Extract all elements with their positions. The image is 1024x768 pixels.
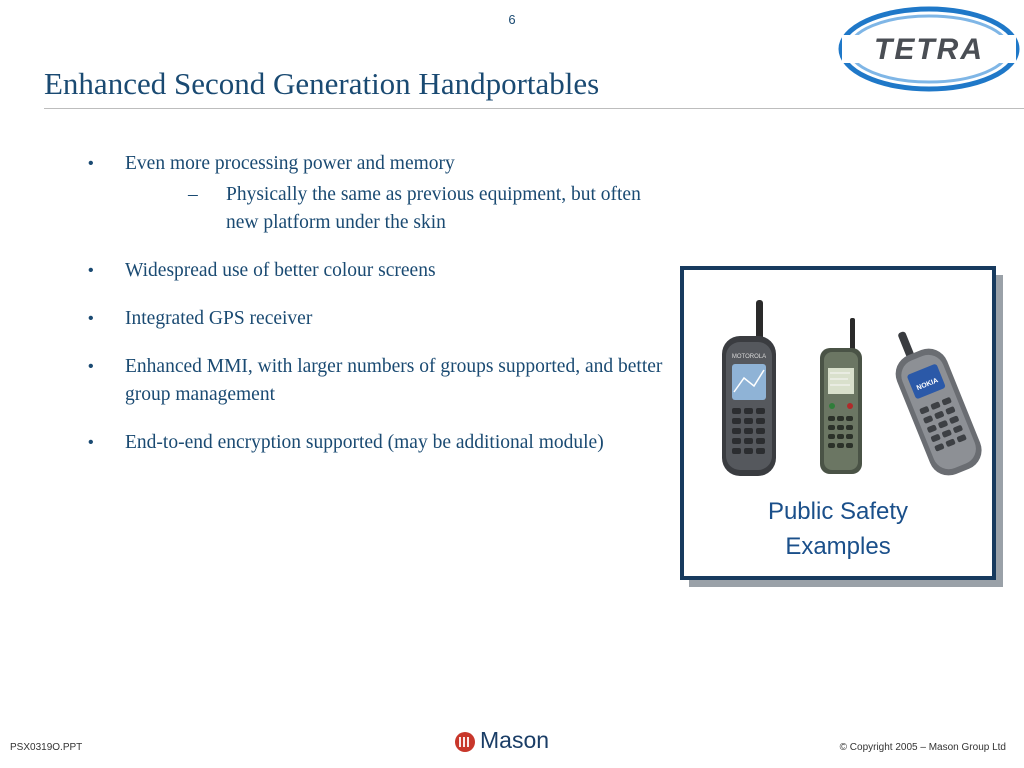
- bullet-item: [88, 429, 668, 457]
- bullet-symbol: •: [88, 358, 94, 375]
- panel-caption-line1: Public Safety: [767, 498, 909, 525]
- motorola-brand-text: MOTOROLA: [731, 354, 767, 360]
- bullet-symbol: •: [88, 310, 94, 327]
- page-number: 6: [508, 12, 516, 27]
- tetra-logo: [838, 4, 1020, 94]
- bullet-text: End-to-end encryption supported (may be additional module): [125, 432, 604, 453]
- bullet-symbol: •: [88, 262, 94, 279]
- nokia-phone: [881, 320, 984, 481]
- slide-title: Enhanced Second Generation Handportables: [44, 66, 600, 101]
- public-safety-panel: [680, 266, 996, 580]
- bullet-symbol: •: [88, 434, 94, 451]
- nokia-brand-text: NOKIA: [915, 377, 940, 393]
- bullet-text: Even more processing power and memory: [125, 153, 455, 174]
- motorola-phone: [722, 300, 776, 476]
- bullet-text: Widespread use of better colour screens: [125, 260, 436, 281]
- sub-bullet-item: [188, 181, 668, 237]
- bullet-item: [88, 305, 668, 333]
- bullet-list: [88, 150, 668, 477]
- bullet-symbol: •: [88, 155, 94, 172]
- footer-filename: PSX0319O.PPT: [10, 742, 83, 753]
- bullet-text: Integrated GPS receiver: [125, 308, 313, 329]
- bullet-item: [88, 150, 668, 237]
- bullet-item: [88, 257, 668, 285]
- mason-logo-text: Mason: [480, 727, 550, 753]
- footer-copyright: © Copyright 2005 – Mason Group Ltd: [839, 742, 1006, 753]
- panel-caption-line2: Examples: [785, 533, 891, 560]
- bullet-text: Enhanced MMI, with larger numbers of groups supported, and better group management: [125, 356, 663, 405]
- tetra-logo-text: TETRA: [874, 33, 984, 66]
- sub-bullet-text: Physically the same as previous equipment, but often new platform under the skin: [226, 184, 641, 233]
- sub-bullet-symbol: –: [188, 184, 198, 205]
- title-divider: [44, 108, 1024, 109]
- green-phone: [820, 318, 862, 474]
- handportable-phones-image: [704, 292, 984, 482]
- bullet-item: [88, 353, 668, 409]
